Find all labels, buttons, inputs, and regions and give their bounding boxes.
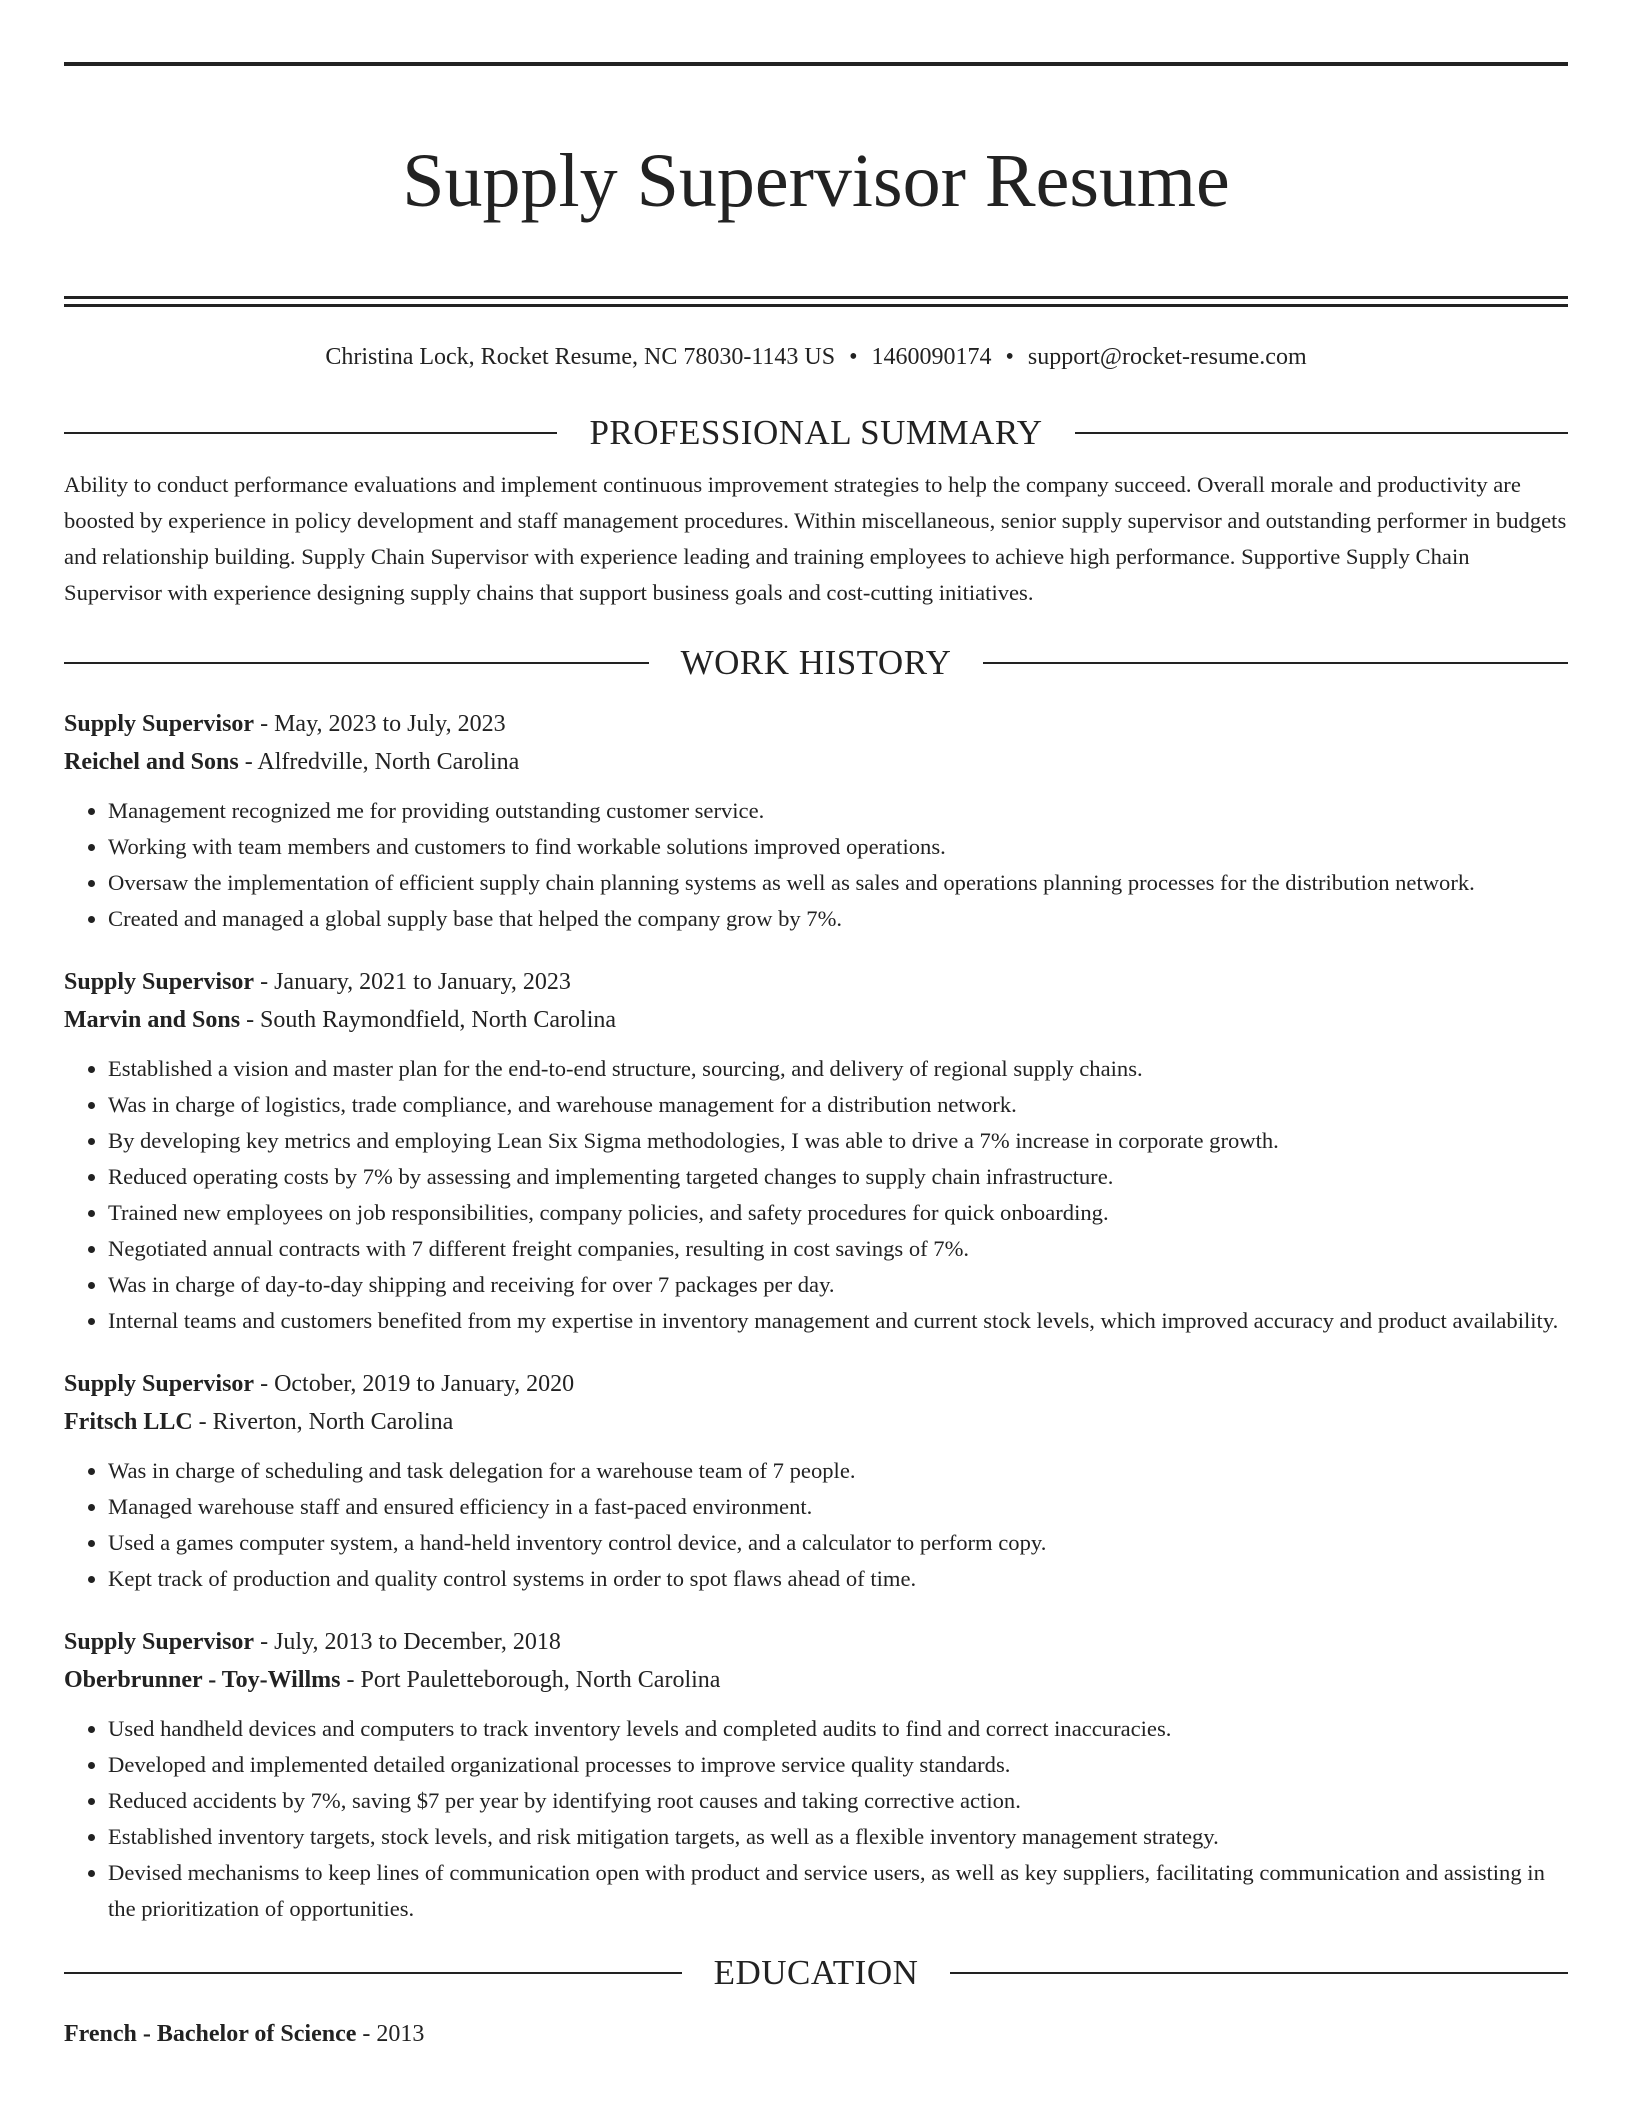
duty-item: • Devised mechanisms to keep lines of communication open with product and service users, as well as key suppliers, facilitating communication and assisting in the prioritization of opportunities.	[108, 1855, 1568, 1927]
job-title: Supply Supervisor	[64, 968, 255, 995]
job-title-line	[64, 705, 1568, 743]
duty-item: • Developed and implemented detailed organizational processes to improve service quality standards.	[108, 1747, 1568, 1783]
resume-page	[64, 0, 1568, 2053]
professional-summary-text: Ability to conduct performance evaluations and implement continuous improvement strategies to help the company succeed. Overall morale and productivity are boosted by experience in policy development and staff management procedures. Within miscellaneous, senior supply supervisor and outstanding performer in budgets and relationship building. Supply Chain Supervisor with experience leading and training employees to achieve high performance. Supportive Supply Chain Supervisor with experience designing supply chains that support business goals and cost-cutting initiatives.	[64, 471, 1567, 605]
job-company: Oberbrunner - Toy-Willms	[64, 1666, 341, 1693]
heading-rule	[64, 662, 649, 664]
duty-item: • Created and managed a global supply base that helped the company grow by 7%.	[108, 901, 1568, 937]
education-entry	[64, 2015, 1568, 2053]
job-title-line	[64, 963, 1568, 1001]
job-title: Supply Supervisor	[64, 710, 255, 737]
education-degree: French - Bachelor of Science	[64, 2020, 357, 2047]
job-dates: - January, 2021 to January, 2023	[254, 968, 571, 995]
job-location: - Alfredville, North Carolina	[238, 748, 520, 775]
heading-rule	[64, 1972, 682, 1974]
job-dates: - October, 2019 to January, 2020	[254, 1370, 575, 1397]
contact-line	[64, 341, 1568, 373]
heading-rule	[1075, 432, 1568, 434]
duty-item: • Negotiated annual contracts with 7 different freight companies, resulting in cost savings of 7%.	[108, 1231, 1568, 1267]
contact-separator: •	[1005, 343, 1014, 370]
job-entry	[64, 705, 1568, 937]
job-title: Supply Supervisor	[64, 1370, 255, 1397]
job-duties	[64, 1453, 1568, 1597]
heading-rule	[950, 1972, 1568, 1974]
page-title: Supply Supervisor Resume	[402, 138, 1230, 223]
duty-item: • Used a games computer system, a hand-held inventory control device, and a calculator to perform copy.	[108, 1525, 1568, 1561]
duty-item: • Managed warehouse staff and ensured efficiency in a fast-paced environment.	[108, 1489, 1568, 1525]
job-company-line	[64, 1403, 1568, 1441]
section-title: EDUCATION	[713, 1952, 919, 1992]
duty-item: • Established inventory targets, stock levels, and risk mitigation targets, as well as a flexible inventory management strategy.	[108, 1819, 1568, 1855]
contact-phone: 1460090174	[871, 343, 992, 370]
job-company-line	[64, 1001, 1568, 1039]
job-company: Marvin and Sons	[64, 1006, 241, 1033]
duty-item: • Used handheld devices and computers to track inventory levels and completed audits to find and correct inaccuracies.	[108, 1711, 1568, 1747]
duty-item: • Oversaw the implementation of efficient supply chain planning systems as well as sales and operations planning processes for the distribution network.	[108, 865, 1568, 901]
job-company: Reichel and Sons	[64, 748, 239, 775]
top-rule	[64, 62, 1568, 66]
job-title: Supply Supervisor	[64, 1628, 255, 1655]
title-double-rule	[64, 296, 1568, 307]
duty-item: • Internal teams and customers benefited from my expertise in inventory management and current stock levels, which improved accuracy and product availability.	[108, 1303, 1568, 1339]
duty-item: • Trained new employees on job responsibilities, company policies, and safety procedures for quick onboarding.	[108, 1195, 1568, 1231]
contact-separator: •	[849, 343, 858, 370]
section-heading-summary	[64, 409, 1568, 457]
job-location: - Port Pauletteborough, North Carolina	[340, 1666, 721, 1693]
duty-item: • Management recognized me for providing outstanding customer service.	[108, 793, 1568, 829]
duty-item: • By developing key metrics and employing Lean Six Sigma methodologies, I was able to drive a 7% increase in corporate growth.	[108, 1123, 1568, 1159]
job-location: - Riverton, North Carolina	[192, 1408, 454, 1435]
job-entry	[64, 1365, 1568, 1597]
job-title-line	[64, 1365, 1568, 1403]
job-location: - South Raymondfield, North Carolina	[240, 1006, 617, 1033]
heading-rule	[983, 662, 1568, 664]
duty-item: • Reduced accidents by 7%, saving $7 per year by identifying root causes and taking corrective action.	[108, 1783, 1568, 1819]
job-duties	[64, 1051, 1568, 1339]
duty-item: • Was in charge of scheduling and task delegation for a warehouse team of 7 people.	[108, 1453, 1568, 1489]
duty-item: • Reduced operating costs by 7% by assessing and implementing targeted changes to supply chain infrastructure.	[108, 1159, 1568, 1195]
job-duties	[64, 1711, 1568, 1927]
section-heading-education	[64, 1949, 1568, 1997]
duty-item: • Kept track of production and quality control systems in order to spot flaws ahead of time.	[108, 1561, 1568, 1597]
duty-item: • Established a vision and master plan for the end-to-end structure, sourcing, and delivery of regional supply chains.	[108, 1051, 1568, 1087]
education-year: - 2013	[356, 2020, 425, 2047]
job-dates: - May, 2023 to July, 2023	[254, 710, 506, 737]
heading-rule	[64, 432, 557, 434]
duty-item: • Working with team members and customers to find workable solutions improved operations.	[108, 829, 1568, 865]
job-dates: - July, 2013 to December, 2018	[254, 1628, 561, 1655]
section-title: PROFESSIONAL SUMMARY	[589, 412, 1043, 452]
job-entry	[64, 1623, 1568, 1927]
section-heading-work	[64, 639, 1568, 687]
contact-address: Christina Lock, Rocket Resume, NC 78030-1143 US	[325, 343, 836, 370]
job-entry	[64, 963, 1568, 1339]
duty-item: • Was in charge of logistics, trade compliance, and warehouse management for a distribution network.	[108, 1087, 1568, 1123]
job-title-line	[64, 1623, 1568, 1661]
contact-email: support@rocket-resume.com	[1027, 343, 1307, 370]
section-title: WORK HISTORY	[680, 642, 952, 682]
job-company: Fritsch LLC	[64, 1408, 193, 1435]
job-company-line	[64, 1661, 1568, 1699]
job-company-line	[64, 743, 1568, 781]
job-duties	[64, 793, 1568, 937]
duty-item: • Was in charge of day-to-day shipping and receiving for over 7 packages per day.	[108, 1267, 1568, 1303]
